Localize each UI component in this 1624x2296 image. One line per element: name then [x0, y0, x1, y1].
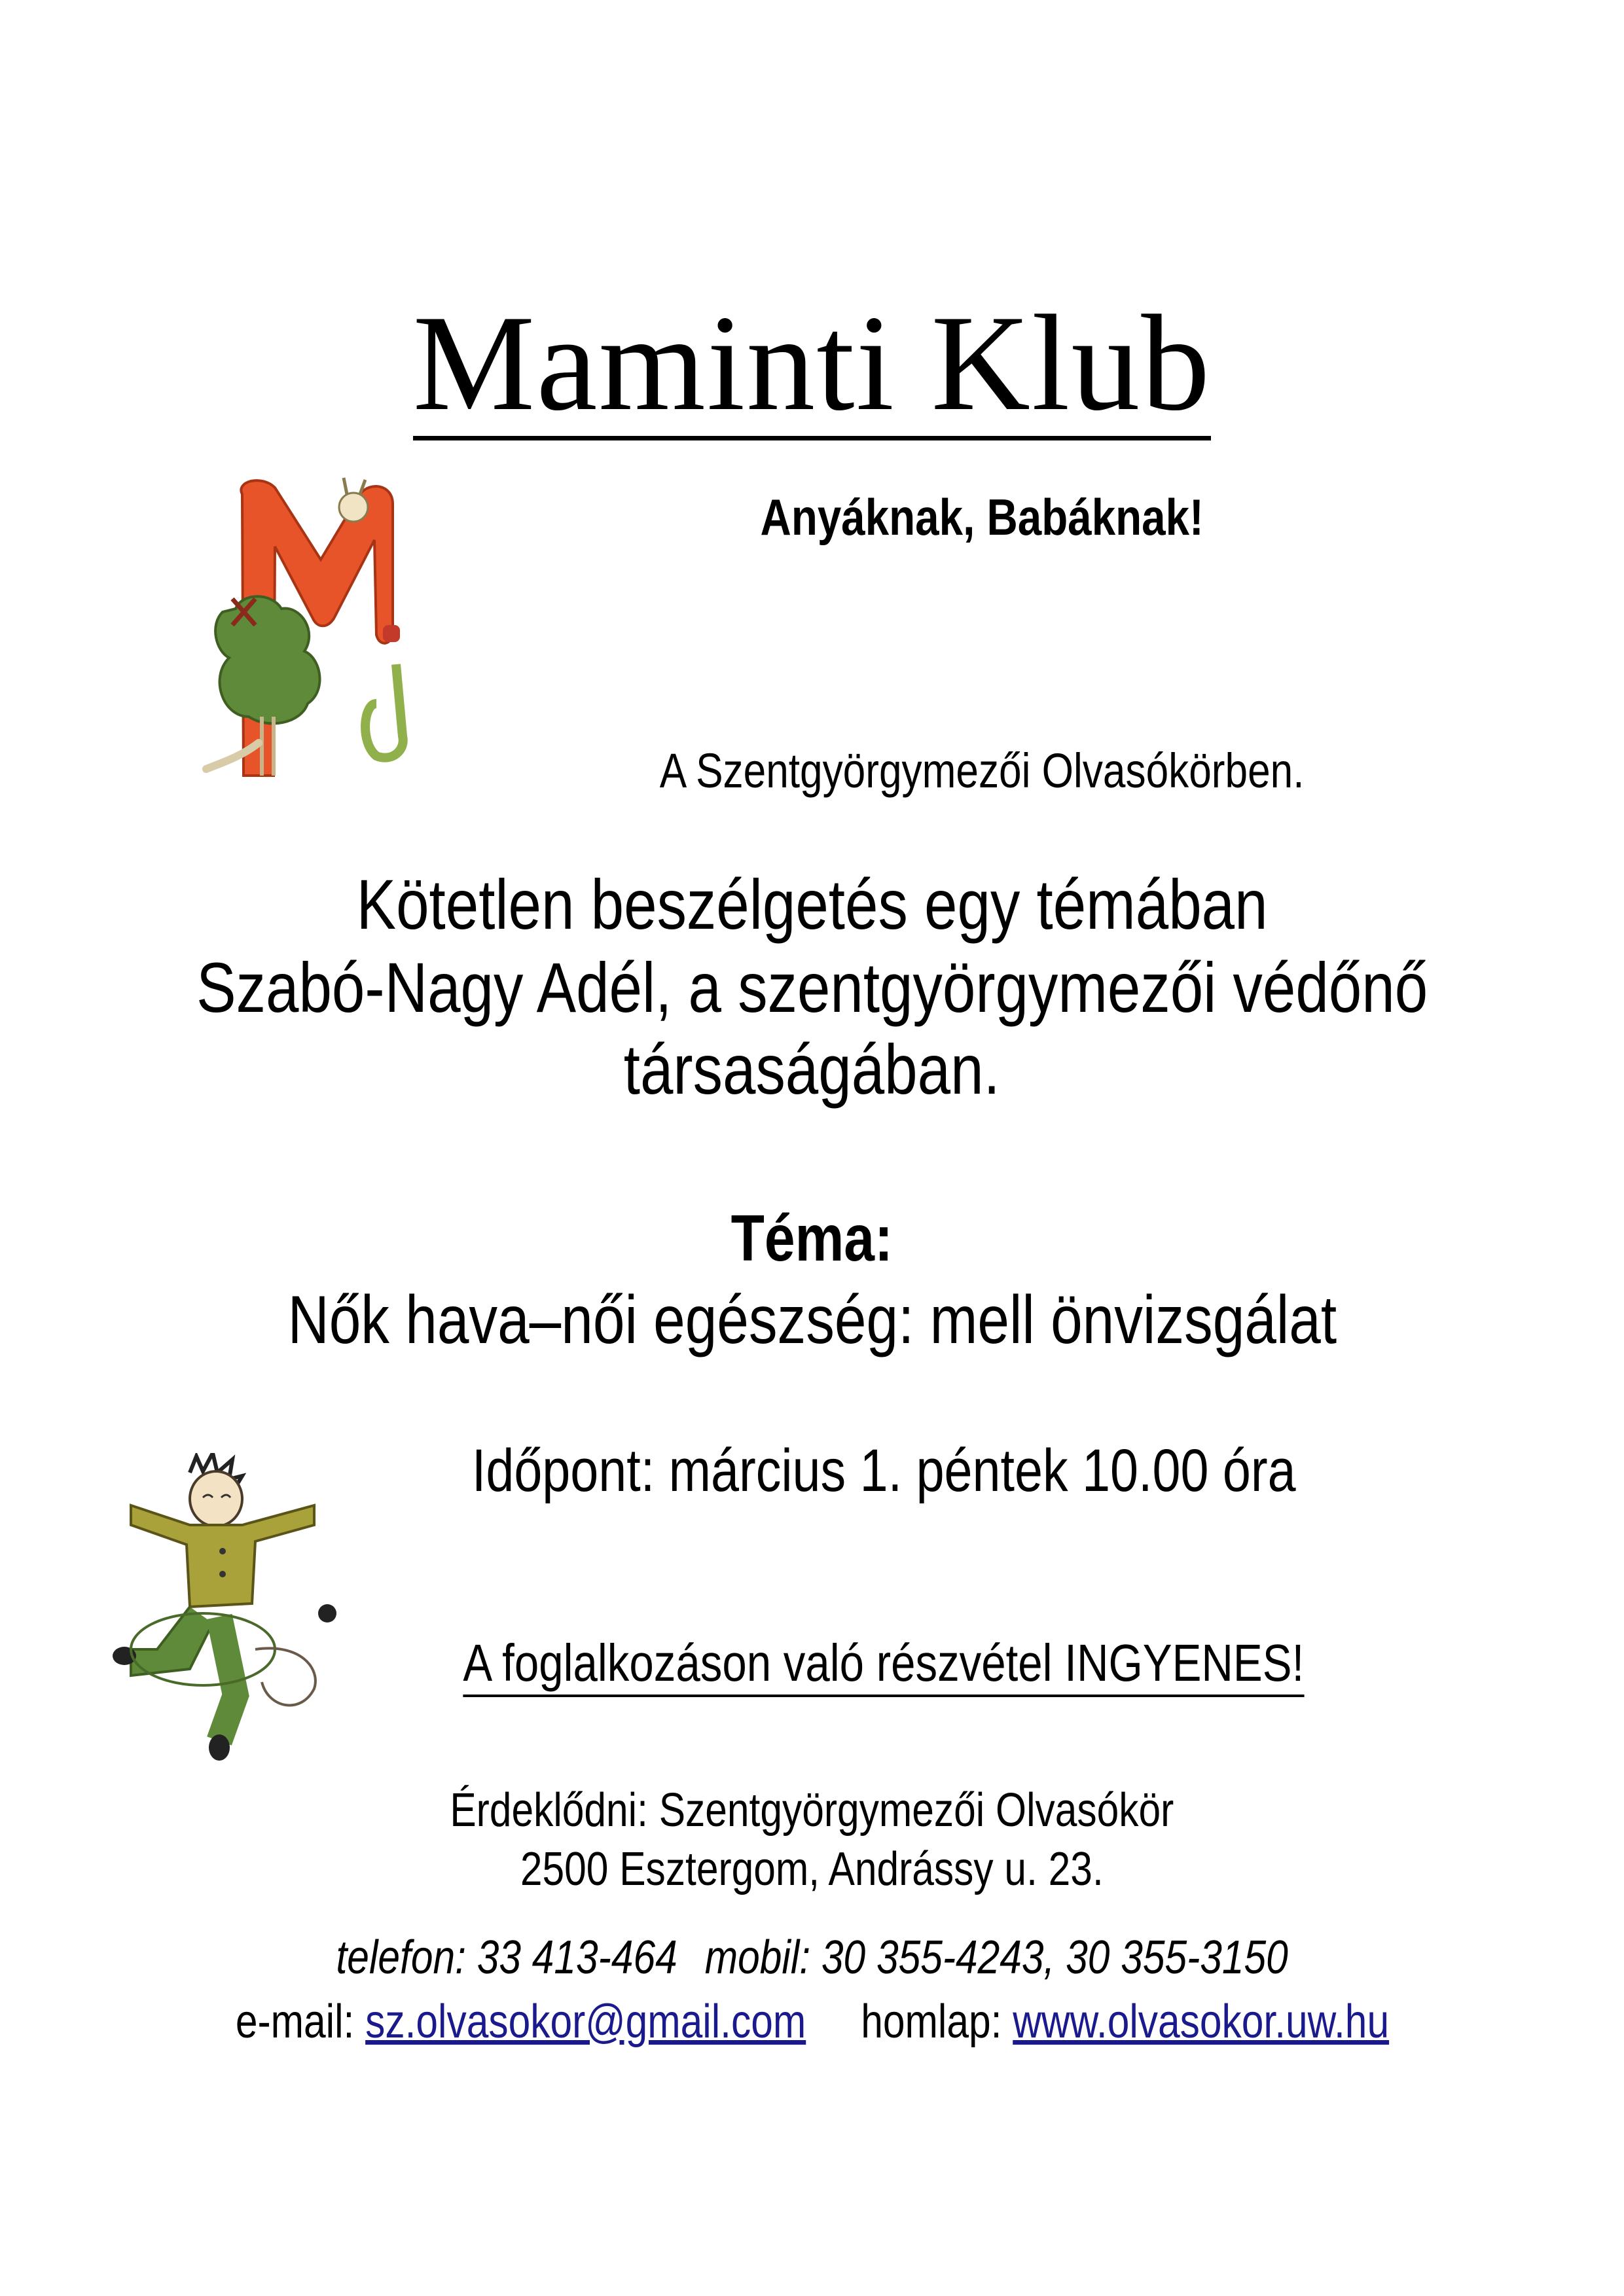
- subtitle: [655, 488, 1309, 547]
- event-time: [196, 1437, 1571, 1505]
- title-text: Maminti Klub: [412, 287, 1212, 439]
- venue-line: [524, 743, 1440, 798]
- topic-label: [0, 1201, 1624, 1276]
- subtitle-text: Anyáknak, Babáknak!: [760, 488, 1204, 546]
- free-notice-text: A foglalkozáson való részvétel INGYENES!: [463, 1633, 1305, 1697]
- description-line-3: [0, 1028, 1624, 1111]
- topic-label-text: Téma:: [731, 1202, 893, 1275]
- event-time-text: Időpont: március 1. péntek 10.00 óra: [471, 1437, 1296, 1504]
- inquiry-text: Érdeklődni: Szentgyörgymezői Olvasókör: [450, 1784, 1174, 1837]
- phone-number: telefon: 33 413-464: [336, 1931, 677, 1984]
- contact-line-inner: [235, 1995, 1388, 2049]
- description-line-2: [0, 946, 1624, 1029]
- contact-line: [0, 1995, 1624, 2049]
- topic-text: Nők hava–női egészség: mell önvizsgálat: [287, 1282, 1337, 1358]
- description-text-3: társaságában.: [624, 1030, 1000, 1109]
- page-title: [0, 288, 1624, 440]
- phone-line-inner: [336, 1931, 1288, 1984]
- decorated-letter-m-illustration: [196, 468, 458, 795]
- inquiry-line: [0, 1784, 1624, 1837]
- email-link[interactable]: sz.olvasokor@gmail.com: [365, 1996, 806, 2048]
- dancing-child-illustration: [105, 1453, 353, 1761]
- homepage-label: homlap:: [860, 1996, 1001, 2048]
- email-label: e-mail:: [235, 1996, 354, 2048]
- free-notice: [196, 1633, 1571, 1697]
- homepage-link[interactable]: www.olvasokor.uw.hu: [1012, 1996, 1389, 2048]
- phone-line: [0, 1931, 1624, 1984]
- description-line-1: [0, 863, 1624, 946]
- description-text-2: Szabó-Nagy Adél, a szentgyörgymezői védőnő: [196, 948, 1428, 1027]
- address-text: 2500 Esztergom, Andrássy u. 23.: [520, 1843, 1104, 1895]
- venue-text: A Szentgyörgymezői Olvasókörben.: [659, 744, 1305, 798]
- mobile-numbers: mobil: 30 355-4243, 30 355-3150: [704, 1931, 1288, 1984]
- address-line: [0, 1842, 1624, 1896]
- topic: [0, 1282, 1624, 1359]
- description-text-1: Kötetlen beszélgetés egy témában: [356, 865, 1268, 944]
